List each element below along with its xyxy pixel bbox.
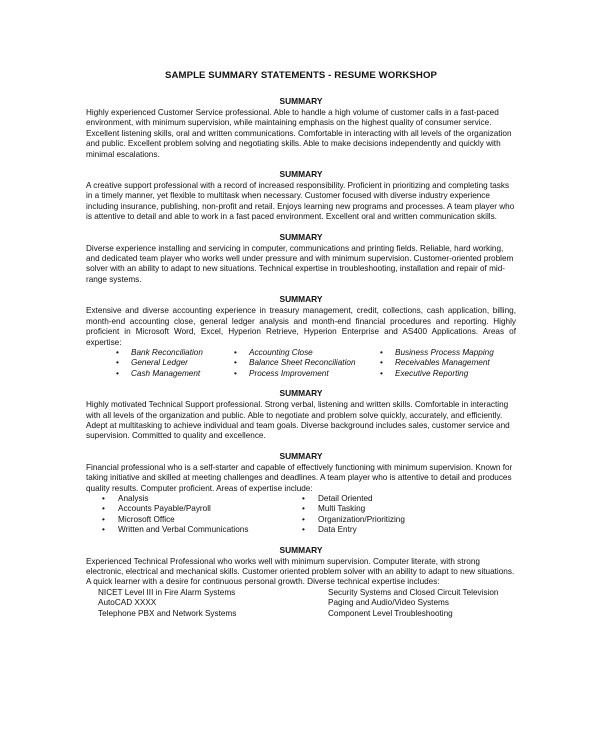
summary-section-3 xyxy=(86,232,516,286)
list-item: Security Systems and Closed Circuit Television xyxy=(328,587,499,597)
list-item: • Process Improvement xyxy=(234,369,380,379)
list-item: • Accounts Payable/Payroll xyxy=(102,504,302,514)
list-item: • Receivables Management xyxy=(380,358,530,368)
section-text: Highly experienced Customer Service professional. Able to handle a high volume of customer calls in a fast-paced environment, with minimum supervision, while maintaining emphasis on the highest quality of consumer service. Excellent listening skills, oral and written communications. Comfortable in interacting with all levels of the organization and public. Excellent problem solving and negotiating skills. Able to make decisions independently and quickly with minimal escalations. xyxy=(86,108,512,159)
expertise-list xyxy=(98,588,516,619)
section-heading: SUMMARY xyxy=(279,96,323,106)
section-text: Financial professional who is a self-starter and capable of effectively functioning with minimum supervision. Known for taking initiative and skilled at meeting challenges and deadlines. A team player who is attentive to detail and produces quality results. Computer proficient. Areas of expertise include: xyxy=(86,462,513,493)
list-item: • Accounting Close xyxy=(234,348,380,358)
summary-section-1 xyxy=(86,96,516,160)
list-item: • Balance Sheet Reconciliation xyxy=(234,358,380,368)
list-item: • Bank Reconciliation xyxy=(116,348,234,358)
list-item: • Written and Verbal Communications xyxy=(102,525,302,535)
section-heading: SUMMARY xyxy=(279,169,323,180)
section-heading: SUMMARY xyxy=(279,388,323,399)
list-item: • Analysis xyxy=(102,494,302,504)
expertise-list xyxy=(102,494,516,536)
section-heading: SUMMARY xyxy=(279,294,323,305)
list-item: • Data Entry xyxy=(302,525,482,535)
list-item: Component Level Troubleshooting xyxy=(328,608,453,618)
list-item: • General Ledger xyxy=(116,358,234,368)
expertise-list xyxy=(116,348,516,379)
list-item: NICET Level III in Fire Alarm Systems xyxy=(98,587,236,597)
list-item: • Multi Tasking xyxy=(302,504,482,514)
section-text: Highly motivated Technical Support professional. Strong verbal, listening and written skills. Comfortable in interacting with all levels of the organization and public. Able to negotiate and problem solve quickly, accurately, and efficiently. Adept at multitasking to achieve individual and team goals. Diverse background includes sales, customer service and supervision. Committed to quality and excellence. xyxy=(86,400,510,441)
list-item: • Business Process Mapping xyxy=(380,348,530,358)
list-item: AutoCAD XXXX xyxy=(98,598,157,608)
list-item: • Organization/Prioritizing xyxy=(302,515,482,525)
document-title: SAMPLE SUMMARY STATEMENTS - RESUME WORKSHOP xyxy=(164,70,438,81)
list-item: • Microsoft Office xyxy=(102,515,302,525)
list-item: Paging and Audio/Video Systems xyxy=(328,598,449,608)
section-text: Experienced Technical Professional who works well with minimum supervision. Computer literate, with strong electronic, electrical and mechanical skills. Customer oriented problem solver with an ability to adapt to new situations. A quick learner with a desire for continuous personal growth. Diverse technical expertise includes: xyxy=(86,556,515,587)
summary-section-7 xyxy=(86,545,516,619)
section-heading: SUMMARY xyxy=(279,450,323,461)
section-text: Extensive and diverse accounting experience in treasury management, credit, collections, cash application, billing, month-end accounting close, general ledger analysis and month-end financial procedures and reporting. Highly proficient in Microsoft Word, Excel, Hyperion Retrieve, Hyperion Enterprise and AS400 Applications. Areas of expertise: xyxy=(86,306,516,347)
summary-section-2 xyxy=(86,169,516,223)
summary-section-4 xyxy=(86,294,516,379)
list-item: • Cash Management xyxy=(116,369,234,379)
summary-section-6 xyxy=(86,451,516,536)
section-heading: SUMMARY xyxy=(279,544,323,555)
list-item: • Detail Oriented xyxy=(302,494,482,504)
section-text: Diverse experience installing and servicing in computer, communications and printing fields. Reliable, hard working, and dedicated team player who works well under pressure and with minimum supervision. Customer-oriented problem solver with an ability to adapt to new situations. Technical expertise in troubleshooting, installation and repair of mid-range systems. xyxy=(86,243,514,284)
section-text: A creative support professional with a record of increased responsibility. Proficient in prioritizing and completing tasks in a timely manner, yet flexible to multitask when necessary. Customer focused with diverse industry experience including insurance, publishing, non-profit and retail. Enjoys learning new programs and processes. A team player who is attentive to detail and able to work in a fast paced environment. Excellent oral and written communication skills. xyxy=(86,181,515,222)
list-item: Telephone PBX and Network Systems xyxy=(98,608,237,618)
summary-section-5 xyxy=(86,388,516,442)
list-item: • Executive Reporting xyxy=(380,369,530,379)
section-heading: SUMMARY xyxy=(279,231,323,242)
